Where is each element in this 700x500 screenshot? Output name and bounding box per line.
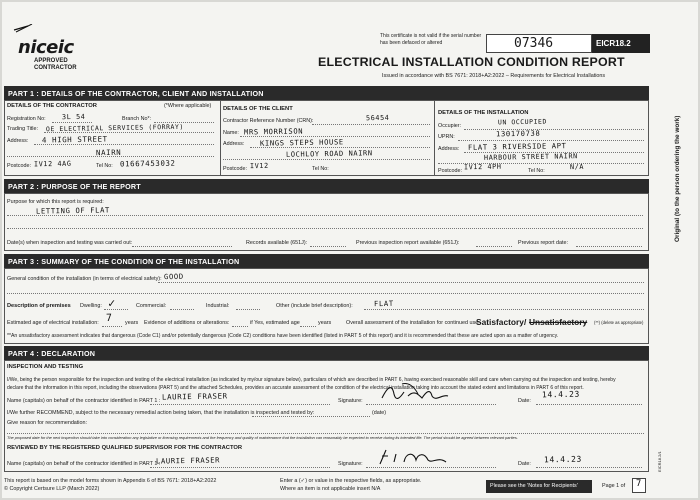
certificate-sheet bbox=[2, 2, 698, 498]
general-condition-label: General condition of the installation (in terms of electrical safety): bbox=[7, 276, 162, 282]
reason-line-1 bbox=[7, 433, 644, 434]
contractor-address-line2: NAIRN bbox=[95, 147, 122, 158]
inspector-signature bbox=[378, 380, 468, 408]
recommendation-date-label: (date) bbox=[372, 410, 387, 416]
inspector-date-value: 14.4.23 bbox=[541, 389, 580, 400]
client-tel-label: Tel No: bbox=[312, 166, 329, 172]
evidence-line bbox=[232, 326, 248, 327]
inspection-dates-line bbox=[132, 246, 232, 247]
previous-date-line bbox=[576, 246, 642, 247]
registration-label: Registration No: bbox=[7, 116, 46, 122]
notes-for-recipients-label: Please see the 'Notes for Recipients' bbox=[490, 483, 578, 489]
commercial-line bbox=[170, 309, 194, 310]
part1-divider-2 bbox=[434, 100, 435, 176]
client-postcode-label: Postcode: bbox=[223, 166, 247, 172]
inspection-testing-heading: INSPECTION AND TESTING bbox=[7, 364, 84, 370]
client-postcode-value: IV12 bbox=[249, 161, 269, 171]
contractor-tel-value: 01667453032 bbox=[119, 158, 176, 169]
client-address-line1: KINGS STEPS HOUSE bbox=[259, 137, 344, 148]
previous-report-line bbox=[476, 246, 512, 247]
supervisor-signature-label: Signature: bbox=[338, 461, 363, 467]
client-address-line-2 bbox=[223, 159, 430, 160]
purpose-label: Purpose for which this report is required: bbox=[7, 199, 104, 205]
purpose-value: LETTING OF FLAT bbox=[35, 205, 110, 216]
part3-bar: PART 3 : SUMMARY OF THE CONDITION OF THE INSTALLATION bbox=[4, 254, 649, 268]
side-original-label: Original (to the person ordering the work) bbox=[674, 115, 681, 242]
uprn-value: 130170738 bbox=[495, 128, 541, 139]
page-subtitle: Issued in accordance with BS 7671: 2018+A2:2022 – Requirements for Electrical Installations bbox=[382, 73, 606, 79]
supervisor-date-line bbox=[536, 467, 642, 468]
inspector-name-line bbox=[150, 404, 330, 405]
other-description-value: FLAT bbox=[373, 298, 394, 309]
if-yes-age-label: if Yes, estimated age bbox=[250, 320, 300, 326]
dwelling-check: ✓ bbox=[107, 295, 116, 311]
installation-address-line1: FLAT 3 RIVERSIDE APT bbox=[467, 141, 567, 152]
footer-model-forms: This report is based on the model forms shown in Appendix 6 of BS 7671: 2018+A2:2022 bbox=[4, 478, 217, 484]
footer-copyright: © Copyright Certsure LLP (March 2022) bbox=[4, 486, 100, 492]
evidence-alterations-label: Evidence of additions or alterations: bbox=[144, 320, 230, 326]
client-name-label: Name: bbox=[223, 130, 239, 136]
page-total-value: 7 bbox=[635, 478, 643, 490]
commercial-label: Commercial: bbox=[136, 303, 167, 309]
occupier-value: UN OCCUPIED bbox=[497, 117, 548, 127]
reason-label: Give reason for recommendation: bbox=[7, 420, 87, 426]
side-form-code: EICR18.2/1 bbox=[657, 451, 662, 472]
installation-address-line2: HARBOUR STREET NAIRN bbox=[483, 152, 578, 162]
supervisor-date-value: 14.4.23 bbox=[543, 454, 582, 465]
installation-postcode-value: IV12 4PH bbox=[463, 162, 502, 172]
branch-label: Branch No*: bbox=[122, 116, 152, 122]
inspector-name-label: Name (capitals) on behalf of the contractor identified in PART 1 : bbox=[7, 398, 161, 404]
estimated-age-line bbox=[102, 326, 122, 327]
general-condition-line-2 bbox=[7, 293, 644, 294]
unsatisfactory-note: **An unsatisfactory assessment indicates that dangerous (Code C1) and/or potentially dangerous (Code C2) conditions have been identified (listed in PART 5 of this report) and it is recommended that these are acted upon as a matter of urgency. bbox=[7, 333, 559, 339]
registration-line bbox=[52, 122, 92, 123]
installation-tel-label: Tel No: bbox=[528, 168, 545, 174]
crn-line bbox=[312, 124, 430, 125]
registration-value: 3L 54 bbox=[61, 112, 86, 122]
industrial-line bbox=[236, 309, 260, 310]
installation-heading: DETAILS OF THE INSTALLATION bbox=[438, 110, 529, 116]
installation-address-label: Address: bbox=[438, 146, 460, 152]
premises-label: Description of premises bbox=[7, 303, 71, 309]
previous-report-date-label: Previous report date: bbox=[518, 240, 569, 246]
crn-value: 56454 bbox=[365, 113, 390, 123]
inspector-name-value: LAURIE FRASER bbox=[161, 391, 228, 402]
where-applicable-note: (*Where applicable) bbox=[164, 103, 212, 109]
niceic-logo bbox=[10, 24, 80, 74]
general-condition-line bbox=[158, 282, 644, 283]
inspector-date-line bbox=[536, 404, 642, 405]
client-address-label: Address: bbox=[223, 141, 245, 147]
previous-report-label: Previous inspection report available (651J): bbox=[356, 240, 460, 246]
installation-tel-value: N/A bbox=[569, 162, 585, 172]
client-address-line2: LOCHLOY ROAD NAIRN bbox=[285, 149, 373, 159]
estimated-age-value: 7 bbox=[105, 312, 113, 325]
inspector-date-label: Date: bbox=[518, 398, 531, 404]
supervisor-name-label: Name (capitals) on behalf of the contractor identified in PART 1 : bbox=[7, 461, 161, 467]
page-title: ELECTRICAL INSTALLATION CONDITION REPORT bbox=[318, 55, 625, 69]
supervisor-signature bbox=[374, 444, 464, 470]
uprn-label: UPRN: bbox=[438, 134, 455, 140]
contractor-postcode-value: IV12 4AG bbox=[33, 159, 72, 169]
footer-instruction-1: Enter a (✓) or value in the respective fields, as appropriate. bbox=[280, 478, 422, 484]
general-condition-value: GOOD bbox=[163, 271, 184, 282]
estimated-age-label: Estimated age of electrical installation: bbox=[7, 320, 99, 326]
overall-unsatisfactory: Unsatisfactory bbox=[529, 317, 588, 327]
inspector-signature-label: Signature: bbox=[338, 398, 363, 404]
overall-assessment-label: Overall assessment of the installation for continued use: bbox=[346, 320, 480, 326]
trading-title-label: Trading Title: bbox=[7, 126, 38, 132]
client-name-value: MRS MORRISON bbox=[243, 126, 304, 137]
other-description-label: Other (include brief description): bbox=[276, 303, 353, 309]
records-line bbox=[310, 246, 346, 247]
industrial-label: Industrial: bbox=[206, 303, 230, 309]
purpose-line-2 bbox=[7, 228, 643, 229]
installation-postcode-label: Postcode: bbox=[438, 168, 462, 174]
page-label: Page 1 of bbox=[602, 483, 626, 489]
overall-satisfactory: Satisfactory/ bbox=[476, 317, 527, 327]
inspection-fine-print: The proposed date for the next inspection should take into consideration any legislative or licensing requirements and the frequency and quality of maintenance that the installation can reasonably be expected to receive during its intended life. The period should be agreed between relevant parties. bbox=[7, 435, 518, 440]
part1-bar: PART 1 : DETAILS OF THE CONTRACTOR, CLIENT AND INSTALLATION bbox=[4, 86, 649, 100]
crn-label: Contractor Reference Number (CRN): bbox=[223, 118, 314, 124]
recommendation-date-line bbox=[252, 416, 370, 417]
serial-number: 07346 bbox=[514, 36, 554, 51]
contractor-heading: DETAILS OF THE CONTRACTOR bbox=[7, 103, 97, 109]
client-heading: DETAILS OF THE CLIENT bbox=[223, 106, 293, 112]
alterations-years-label: years bbox=[318, 320, 332, 326]
other-description-line bbox=[364, 309, 644, 310]
dwelling-label: Dwelling: bbox=[80, 303, 102, 309]
supervisor-heading: REVIEWED BY THE REGISTERED QUALIFIED SUPERVISOR FOR THE CONTRACTOR bbox=[7, 445, 243, 451]
if-yes-age-line bbox=[300, 326, 316, 327]
overall-note: (**) (delete as appropriate) bbox=[594, 320, 644, 325]
contractor-address-label: Address: bbox=[7, 138, 29, 144]
age-years-label: years bbox=[125, 320, 139, 326]
purpose-line-1 bbox=[7, 215, 643, 216]
serial-note: This certificate is not valid if the serial number has been defaced or altered bbox=[380, 33, 482, 46]
logo-subtitle: APPROVED CONTRACTOR bbox=[34, 58, 77, 71]
supervisor-name-value: LAURIE FRASER bbox=[155, 455, 221, 466]
form-code: EICR18.2 bbox=[592, 34, 650, 53]
contractor-address-line1: 4 HIGH STREET bbox=[41, 134, 108, 145]
footer-instruction-2: Where an item is not applicable insert N/A bbox=[280, 486, 381, 492]
declaration-line-2: declare that the information in this report, including the observations (PART 5) and the attached Schedules, provides an accurate assessment of the condition of the electrical installation taking into account the stated extent and limitations in PART 6 of this report. bbox=[7, 385, 584, 391]
declaration-line-1: I/We, being the person responsible for the inspection and testing of the electrical installation (as indicated by my/our signature below), particulars of which are described in PART 6, having exercised reasonable skill and care when carrying out the inspection and testing, hereby bbox=[7, 377, 616, 383]
trading-title-value: OE ELECTRICAL SERVICES (FORRAY) bbox=[45, 122, 184, 134]
records-available-label: Records available (651J): bbox=[246, 240, 308, 246]
logo-text: niceic bbox=[18, 37, 74, 58]
inspection-dates-label: Date(s) when inspection and testing was carried out: bbox=[7, 240, 133, 246]
occupier-label: Occupier: bbox=[438, 123, 462, 129]
supervisor-name-line bbox=[150, 467, 330, 468]
part1-divider-1 bbox=[220, 100, 221, 176]
recommendation-text: I/We further RECOMMEND, subject to the necessary remedial action being taken, that the installation is inspected and tested by: bbox=[7, 410, 315, 416]
part2-bar: PART 2 : PURPOSE OF THE REPORT bbox=[4, 179, 649, 193]
notes-for-recipients-button[interactable] bbox=[486, 480, 592, 493]
supervisor-date-label: Date: bbox=[518, 461, 531, 467]
contractor-tel-label: Tel No: bbox=[96, 163, 113, 169]
occupier-line bbox=[464, 129, 644, 130]
contractor-postcode-label: Postcode: bbox=[7, 163, 31, 169]
part4-bar: PART 4 : DECLARATION bbox=[4, 346, 649, 360]
